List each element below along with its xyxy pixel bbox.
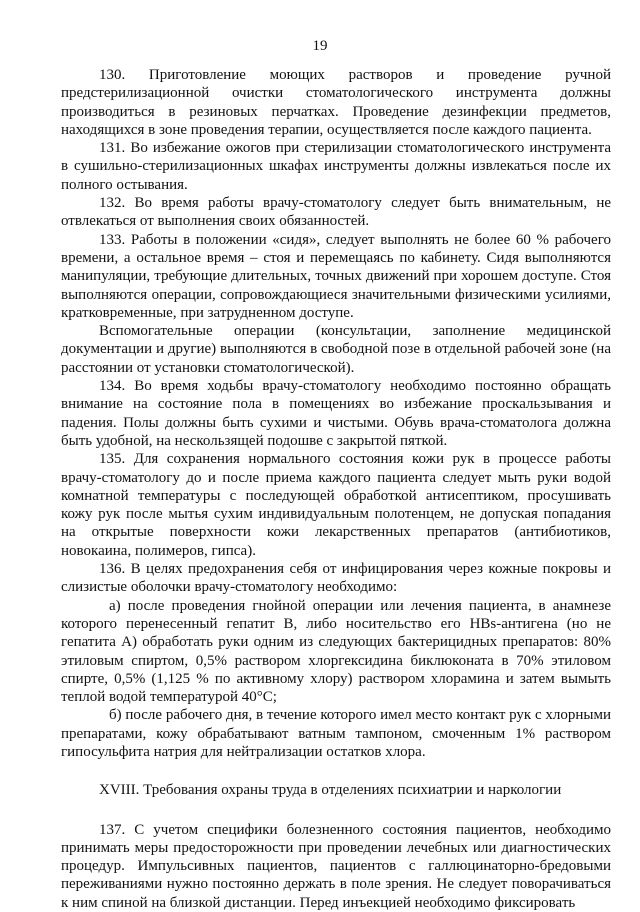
paragraph-132: 132. Во время работы врачу-стоматологу следует быть внимательным, не отвлекаться от выполнения своих обязанностей. <box>61 195 611 230</box>
paragraph-133-auxiliary: Вспомогательные операции (консультации, заполнение медицинской документации и другие) выполняются в свободной позе в отдельной рабочей зоне (на расстоянии от установки стоматологической). <box>61 323 611 376</box>
paragraph-133: 133. Работы в положении «сидя», следует выполнять не более 60 % рабочего времени, а остальное время – стоя и перемещаясь по кабинету. Сидя выполняются манипуляции, требующие длительных, точных движений при хорошем доступе. Стоя выполняются операции, сопровождающиеся значительными физическими усилиями, кратковременные, при затрудненном доступе. <box>61 231 611 321</box>
paragraph-131: 131. Во избежание ожогов при стерилизации стоматологического инструмента в сушильно-стерилизационных шкафах инструменты должны извлекаться после их полного остывания. <box>61 140 611 193</box>
document-body <box>61 66 611 912</box>
paragraph-136-item-a: а) после проведения гнойной операции или лечения пациента, в анамнезе которого перенесенный гепатит В, либо носительство его HBs-антигена (но не гепатита А) обработать руки одним из следующих бактерицидных препаратов: 80% этиловым спиртом, 0,5% раствором хлоргексидина биклюконата в 70% этиловом спирте, 0,5% (1,125 % по активному хлору) раствором хлорамина и затем вымыть теплой водой температурой 40°С; <box>61 597 611 706</box>
paragraph-134: 134. Во время ходьбы врачу-стоматологу необходимо постоянно обращать внимание на состояние пола в помещениях во избежание проскальзывания и падения. Полы должны быть сухими и чистыми. Обувь врача-стоматолога должна быть удобной, на нескользящей подошве с закрытой пяткой. <box>61 378 611 449</box>
page-number: 19 <box>312 38 328 54</box>
section-heading: XVIII. Требования охраны труда в отделениях психиатрии и наркологии <box>99 782 562 799</box>
paragraph-137: 137. С учетом специфики болезненного состояния пациентов, необходимо принимать меры предосторожности при проведении лечебных или диагностических процедур. Импульсивных пациентов, пациентов с галлюцинаторно-бредовыми переживаниями нужно постоянно держать в поле зрения. Не следует поворачиваться к ним спиной на близкой дистанции. Перед инъекцией необходимо фиксировать <box>61 821 611 911</box>
paragraph-135: 135. Для сохранения нормального состояния кожи рук в процессе работы врачу-стоматологу до и после приема каждого пациента следует мыть руки водой комнатной температуры с последующей обработкой антисептиком, просушивать кожу рук после мытья сухим индивидуальным полотенцем, не допуская попадания на открытые поверхности кожи лекарственных препаратов (антибиотиков, новокаина, полимеров, гипса). <box>61 451 611 559</box>
paragraph-136-item-b: б) после рабочего дня, в течение которого имел место контакт рук с хлорными препаратами, кожу обрабатывают ватным тампоном, смоченным 1% раствором гипосульфита натрия для нейтрализации остатков хлора. <box>61 707 611 760</box>
paragraph-136: 136. В целях предохранения себя от инфицирования через кожные покровы и слизистые оболочки врачу-стоматологу необходимо: <box>61 561 611 596</box>
paragraph-130: 130. Приготовление моющих растворов и проведение ручной предстерилизационной очистки стоматологического инструмента должны производиться в резиновых перчатках. Проведение дезинфекции предметов, находящихся в зоне проведения терапии, осуществляется после каждого пациента. <box>61 67 611 138</box>
